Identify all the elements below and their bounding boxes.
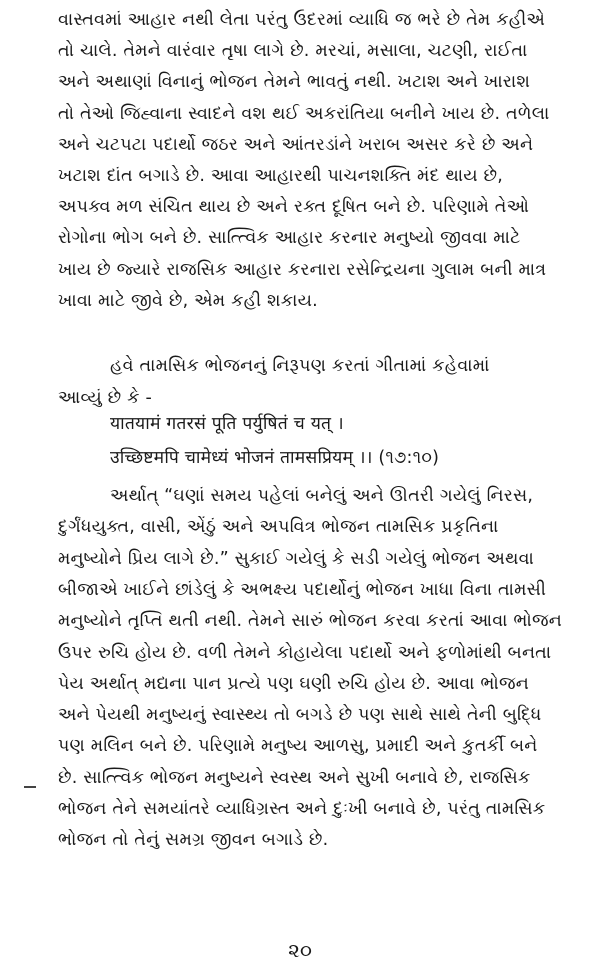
verse-line: यातयामं गतरसं पूति पर्युषितं च यत् ।	[110, 414, 344, 434]
text-line: રોગોના ભોગ બને છે. સાત્ત્વિક આહાર કરનાર મનુષ્યો જીવવા માટે	[58, 228, 521, 249]
page-number: ૨૦	[288, 938, 312, 962]
text-line: વાસ્તવમાં આહાર નથી લેતા પરંતુ ઉદરમાં વ્યાધિ જ ભરે છે તેમ કહીએ	[58, 10, 546, 30]
text-line: આવ્યું છે કે -	[58, 387, 152, 408]
text-line: ભોજન તો તેનું સમગ્ર જીવન બગાડે છે.	[58, 830, 329, 851]
verse-line: उच्छिष्टमपि चामेध्यं भोजनं तामसप्रियम् ।। (૧૭:૧૦)	[110, 448, 440, 468]
text-line: દુર્ગંધયુક્ત, વાસી, એંઠું અને અપવિત્ર ભોજન તામસિક પ્રકૃતિના	[58, 517, 499, 538]
text-line: અને પેયથી મનુષ્યનું સ્વાસ્થ્ય તો બગડે છે પણ સાથે સાથે તેની બુદ્ધિ	[58, 705, 542, 726]
text-line: પેય અર્થાત્ મદ્યના પાન પ્રત્યે પણ ઘણી રુચિ હોય છે. આવા ભોજન	[58, 673, 529, 694]
text-line: ખાવા માટે જીવે છે, એમ કહી શકાય.	[58, 290, 318, 311]
text-line: અને ચટપટા પદાર્થો જઠર અને આંતરડાંને ખરાબ અસર કરે છે અને	[58, 134, 534, 155]
text-line: ઉપર રુચિ હોય છે. વળી તેમને કોહાયેલા પદાર્થો અને ફળોમાંથી બનતા	[58, 642, 552, 663]
text-line: અપક્વ મળ સંચિત થાય છે અને રક્ત દૂષિત બને છે. પરિણામે તેઓ	[58, 197, 530, 218]
text-line: અર્થાત્ “ઘણાં સમય પહેલાં બનેલું અને ઊતરી ગયેલું નિરસ,	[110, 486, 534, 506]
text-line: હવે તામસિક ભોજનનું નિરૂપણ કરતાં ગીતામાં કહેવામાં	[110, 356, 490, 376]
text-line: અને અથાણાં વિનાનું ભોજન તેમને ભાવતું નથી. ખટાશ અને ખારાશ	[58, 72, 531, 93]
text-line: ભોજન તેને સમયાંતરે વ્યાધિગ્રસ્ત અને દુઃખી બનાવે છે, પરંતુ તામસિક	[58, 799, 546, 819]
text-line: ખટાશ દાંત બગાડે છે. આવા આહારથી પાચનશક્તિ મંદ થાય છે,	[58, 166, 504, 186]
text-line: બીજાએ ખાઈને છાંડેલું કે અભક્ષ્ય પદાર્થોનું ભોજન ખાધા વિના તામસી	[58, 579, 547, 600]
text-line: મનુષ્યોને પ્રિય લાગે છે.” સુકાઈ ગયેલું કે સડી ગયેલું ભોજન અથવા	[58, 548, 534, 569]
margin-mark	[24, 786, 36, 788]
text-line: મનુષ્યોને તૃપ્તિ થતી નથી. તેમને સારું ભોજન કરવા કરતાં આવા ભોજન	[58, 611, 562, 632]
text-line: તો ચાલે. તેમને વારંવાર તૃષા લાગે છે. મરચાં, મસાલા, ચટણી, રાઈતા	[58, 41, 528, 62]
text-line: છે. સાત્ત્વિક ભોજન મનુષ્યને સ્વસ્થ અને સુખી બનાવે છે, રાજસિક	[58, 767, 531, 788]
text-line: ખાય છે જ્યારે રાજસિક આહાર કરનારા રસેન્દ્રિયના ગુલામ બની માત્ર	[58, 259, 547, 280]
text-line: તો તેઓ જિહ્વાના સ્વાદને વશ થઈ અકરાંતિયા બનીને ખાય છે. તળેલા	[58, 103, 550, 124]
text-line: પણ મલિન બને છે. પરિણામે મનુષ્ય આળસુ, પ્રમાદી અને કુતર્કી બને	[58, 736, 538, 757]
document-page	[58, 6, 568, 966]
